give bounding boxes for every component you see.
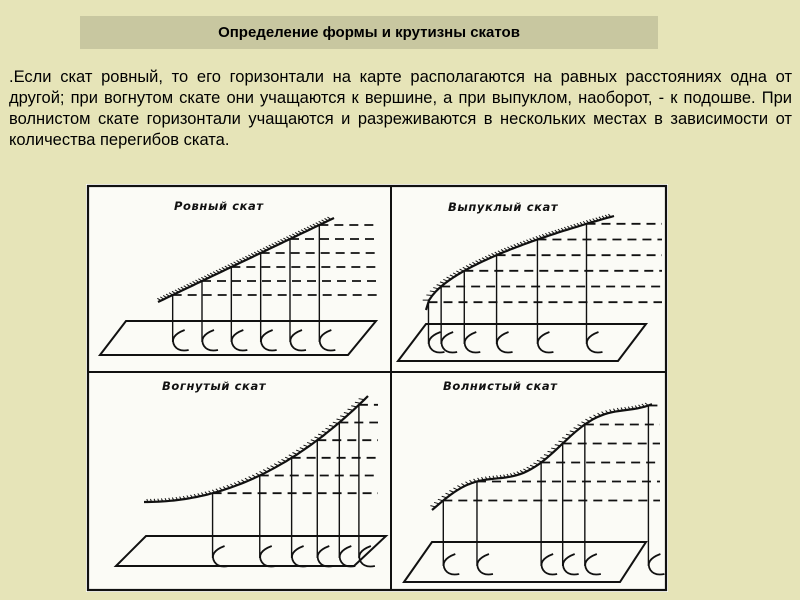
plan-contour-arc	[213, 546, 229, 567]
plan-contour-arc	[442, 332, 458, 353]
plan-contour-arc	[563, 554, 579, 575]
plan-contour-arc	[587, 332, 603, 353]
slope-diagram-svg	[86, 184, 668, 592]
map-plate	[116, 536, 386, 566]
plan-contour-arc	[340, 546, 356, 567]
plan-contour-arc	[261, 330, 277, 351]
map-plate	[404, 542, 646, 582]
plan-contour-arc	[202, 330, 218, 351]
panel-label-wavy: Волнистый скат	[443, 379, 558, 393]
slope-profile	[144, 396, 368, 502]
plan-contour-arc	[290, 330, 306, 351]
plan-contour-arc	[318, 546, 334, 567]
panel-label-convex: Выпуклый скат	[448, 200, 559, 214]
plan-contour-arc	[444, 554, 460, 575]
slide-title: Определение формы и крутизны скатов	[80, 16, 658, 49]
plan-contour-arc	[497, 332, 513, 353]
plan-contour-arc	[173, 330, 189, 351]
panel-label-concave: Вогнутый скат	[162, 379, 267, 393]
slope-profile	[432, 404, 652, 510]
plan-contour-arc	[541, 554, 557, 575]
map-plate	[398, 324, 646, 361]
slope-diagram-figure	[86, 184, 668, 592]
plan-contour-arc	[320, 330, 336, 351]
panel-even	[100, 199, 378, 355]
plan-contour-arc	[292, 546, 308, 567]
plan-contour-arc	[477, 554, 493, 575]
plan-contour-arc	[585, 554, 601, 575]
plan-contour-arc	[232, 330, 248, 351]
slope-profile	[158, 218, 334, 302]
plan-contour-arc	[649, 554, 665, 575]
panel-wavy	[404, 379, 664, 582]
plan-contour-arc	[465, 332, 481, 353]
panel-concave	[116, 379, 386, 567]
panel-convex	[398, 200, 662, 361]
panel-label-even: Ровный скат	[174, 199, 264, 213]
slide-body-text: .Если скат ровный, то его горизонтали на карте располагаются на равных расстояниях одна от другой; при вогнутом скате они учащаются к вершине, а при выпуклом, наоборот, - к подошве. При волнистом скате горизонтали учащаются и разреживаются в нескольких местах в зависимости от количества перегибов ската.	[9, 68, 792, 149]
plan-contour-arc	[538, 332, 554, 353]
plan-contour-arc	[260, 546, 276, 567]
